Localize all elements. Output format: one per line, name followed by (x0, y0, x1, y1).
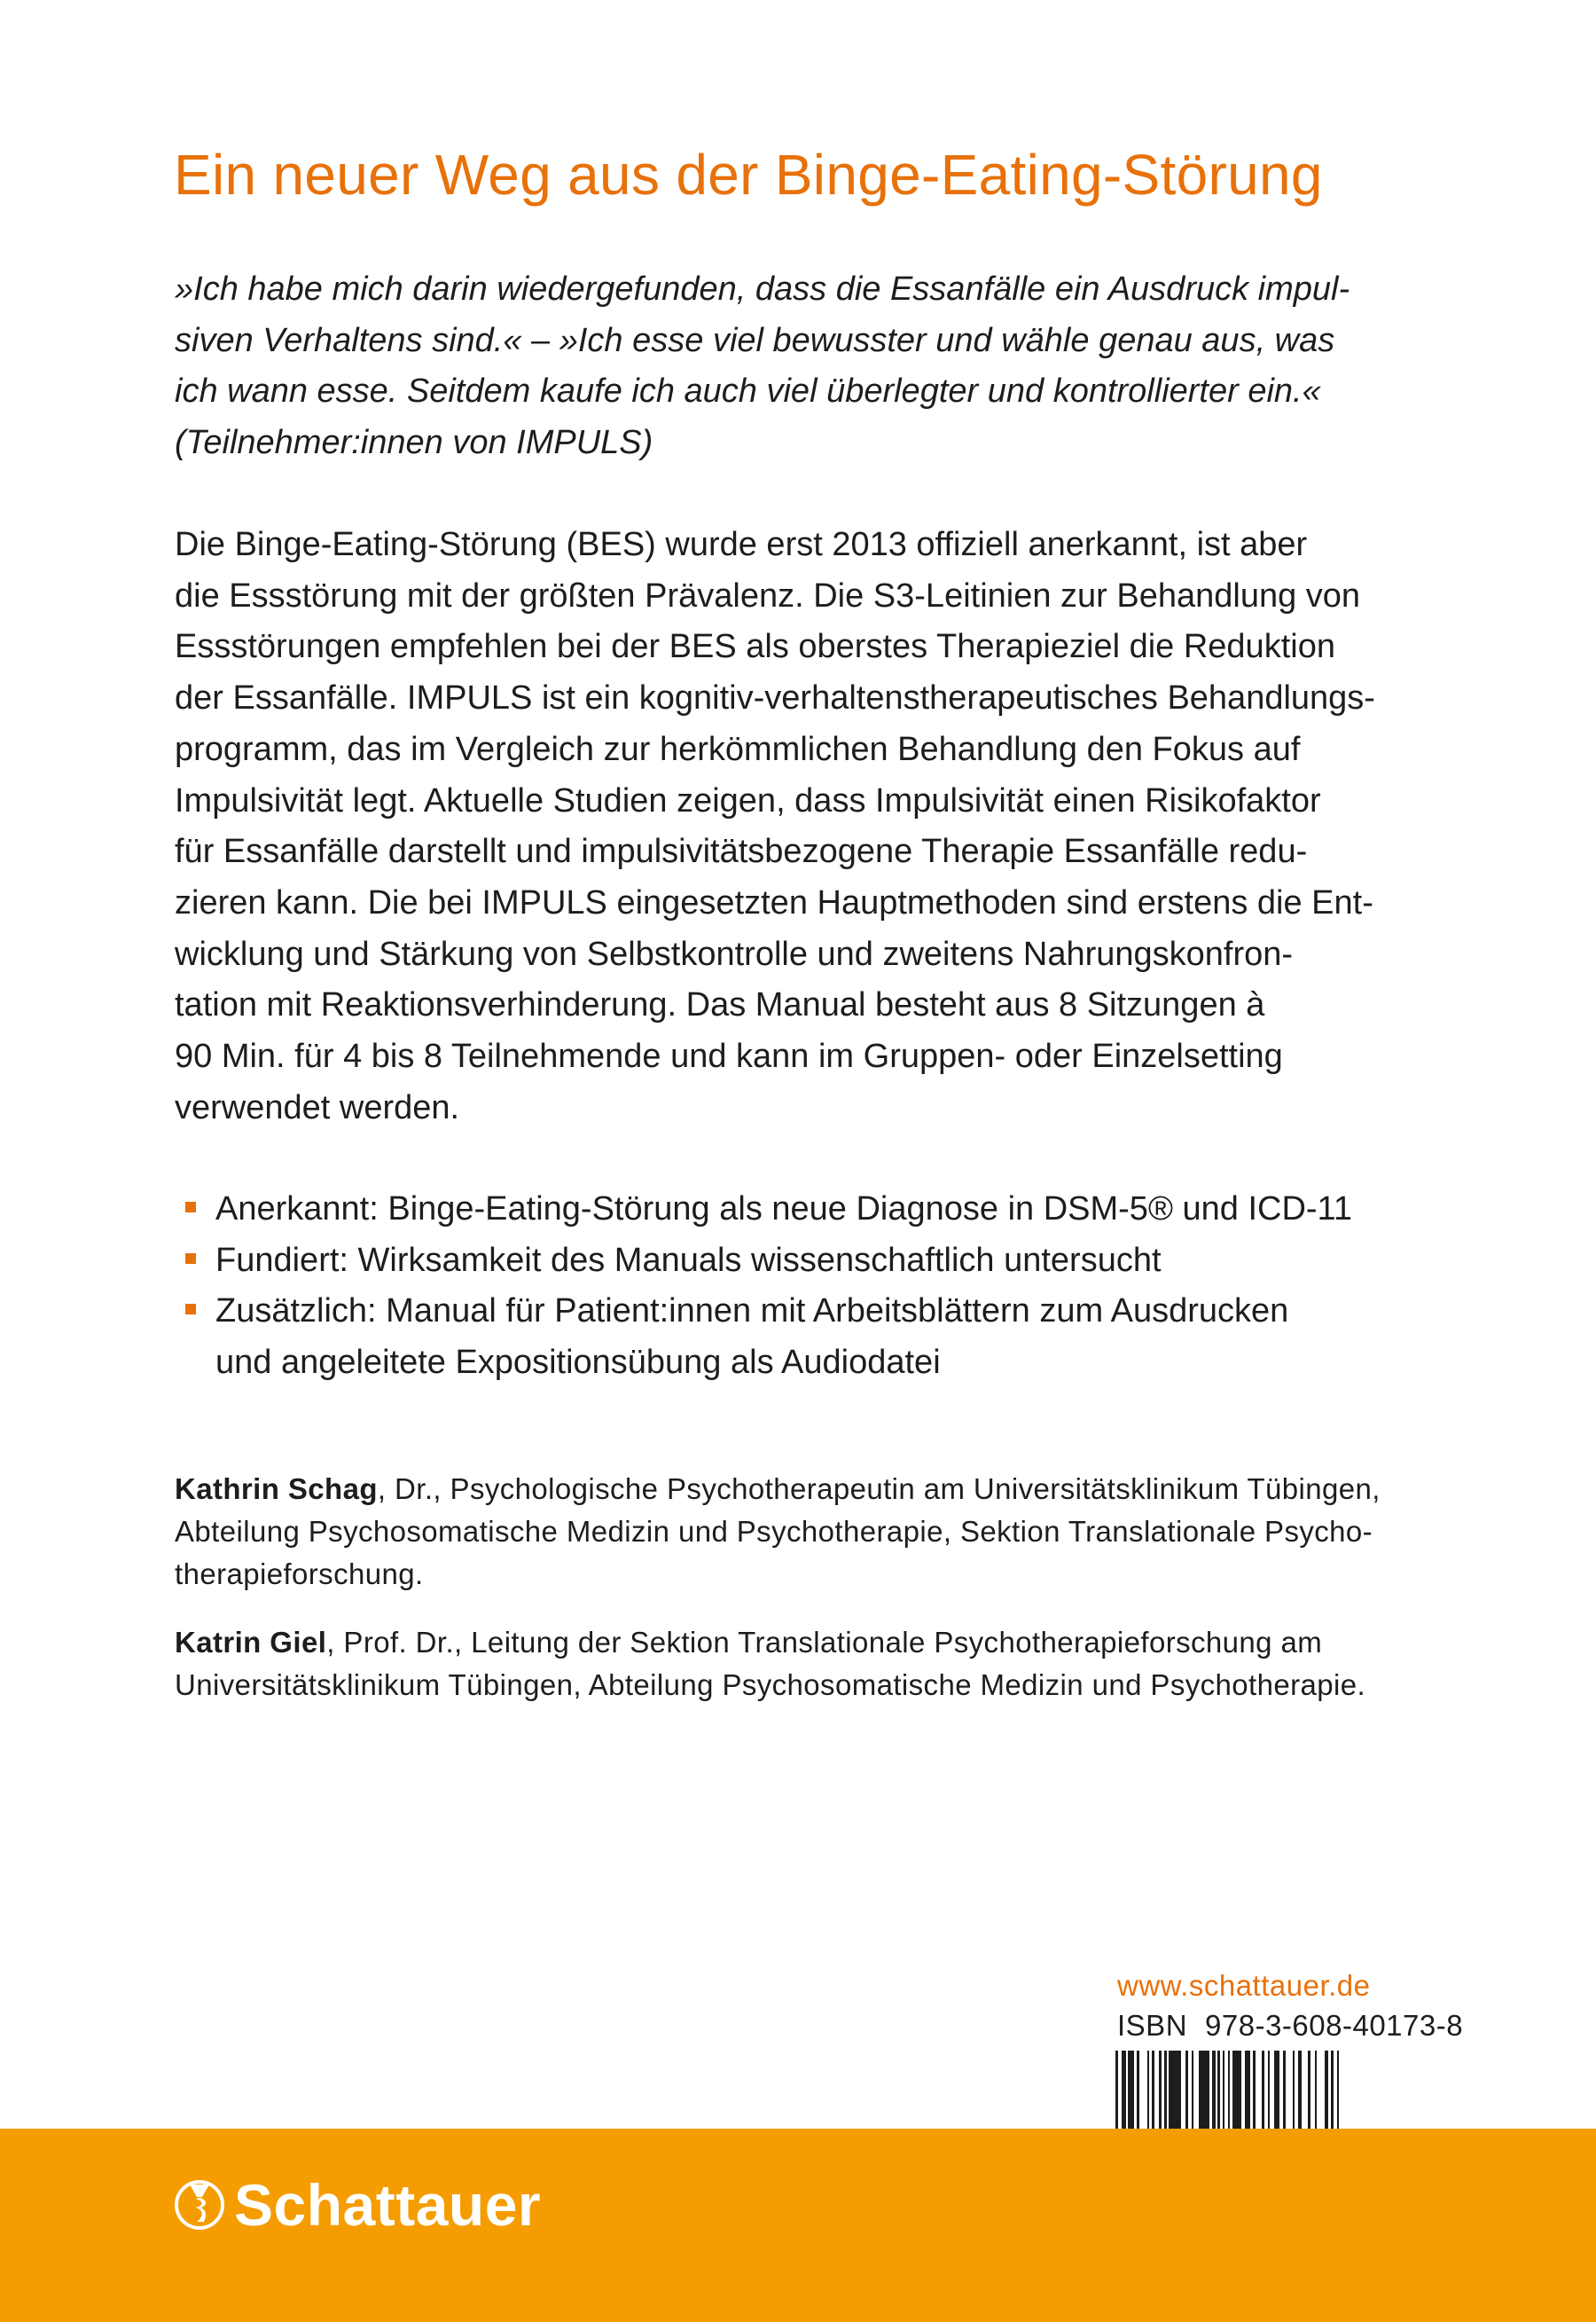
barcode-bar (1137, 2051, 1139, 2129)
barcode-bar (1315, 2051, 1317, 2129)
body-line: die Essstörung mit der größten Prävalenz. Die S3-Leitinien zur Behandlung von (175, 577, 1361, 615)
body-line: tation mit Reaktionsverhinderung. Das Manual besteht aus 8 Sitzungen à (175, 986, 1265, 1024)
barcode-bar (1232, 2051, 1241, 2129)
body-line: verwendet werden. (175, 1088, 460, 1126)
barcode-bar (1325, 2051, 1328, 2129)
quote-line: ich wann esse. Seitdem kaufe ich auch viel überlegter und kontrollierter ein.« (175, 373, 1321, 411)
barcode-bar (1212, 2051, 1216, 2129)
barcode-bar (1308, 2051, 1310, 2129)
author-name: Kathrin Schag (175, 1472, 378, 1505)
barcode-bar (1192, 2051, 1193, 2129)
quote-line: (Teilnehmer:innen von IMPULS) (175, 424, 653, 462)
barcode-bar (1169, 2051, 1181, 2129)
body-line: für Essanfälle darstellt und impulsivitätsbezogene Therapie Essanfälle redu- (175, 833, 1308, 871)
author-bio (175, 1468, 1434, 1596)
body-line: Die Binge-Eating-Störung (BES) wurde erst 2013 offiziell anerkannt, ist aber (175, 526, 1308, 563)
barcode-bar (1185, 2051, 1188, 2129)
author-bio-text: therapieforschung. (175, 1557, 424, 1590)
barcode-bar (1122, 2051, 1126, 2129)
feature-list (175, 1184, 1434, 1389)
testimonial-quote (175, 264, 1434, 469)
body-line: Essstörungen empfehlen bei der BES als oberstes Therapieziel die Reduktion (175, 628, 1335, 666)
barcode-bar (1217, 2051, 1220, 2129)
book-title: Ein neuer Weg aus der Binge-Eating-Störung (174, 143, 1323, 207)
isbn-number: 978-3-608-40173-8 (1205, 2009, 1464, 2042)
feature-text: Fundiert: Wirksamkeit des Manuals wissenschaftlich untersucht (215, 1241, 1162, 1279)
publisher-logo (174, 2171, 541, 2239)
barcode-bar (1164, 2051, 1167, 2129)
barcode (1115, 2051, 1421, 2129)
barcode-bar (1152, 2051, 1154, 2129)
body-line: 90 Min. für 4 bis 8 Teilnehmende und kann im Gruppen- oder Einzelsetting (175, 1038, 1283, 1076)
author-bio-text: , Prof. Dr., Leitung der Sektion Translationale Psychotherapieforschung am (326, 1626, 1323, 1659)
body-line: der Essanfälle. IMPULS ist ein kognitiv-verhaltenstherapeutisches Behandlungs- (175, 679, 1375, 718)
barcode-bar (1253, 2051, 1256, 2129)
barcode-bar (1331, 2051, 1334, 2129)
publisher-url[interactable]: www.schattauer.de (1117, 1969, 1371, 2002)
quote-line: »Ich habe mich darin wiedergefunden, dass die Essanfälle ein Ausdruck impul- (175, 271, 1350, 308)
feature-item (175, 1184, 1434, 1236)
author-bio-text: Abteilung Psychosomatische Medizin und Psychotherapie, Sektion Translationale Psycho- (175, 1515, 1373, 1548)
barcode-bar (1223, 2051, 1224, 2129)
barcode-bar (1283, 2051, 1286, 2129)
author-bio-text: , Dr., Psychologische Psychotherapeutin am Universitätsklinikum Tübingen, (377, 1472, 1381, 1505)
barcode-bar (1159, 2051, 1162, 2129)
barcode-bar (1245, 2051, 1250, 2129)
barcode-bar (1115, 2051, 1118, 2129)
barcode-bar (1262, 2051, 1264, 2129)
publisher-name: Schattauer (234, 2172, 542, 2238)
description-paragraph (175, 520, 1434, 1134)
body-line: zieren kann. Die bei IMPULS eingesetzten Hauptmethoden sind erstens die Ent- (175, 883, 1373, 922)
barcode-bar (1147, 2051, 1149, 2129)
barcode-bar (1228, 2051, 1230, 2129)
feature-item (175, 1286, 1434, 1388)
quote-line: siven Verhaltens sind.« – »Ich esse viel bewusster und wähle genau aus, was (175, 321, 1335, 359)
body-line: wicklung und Stärkung von Selbstkontrolle und zweitens Nahrungskonfron- (175, 935, 1294, 973)
barcode-bar (1268, 2051, 1270, 2129)
body-line: Impulsivität legt. Aktuelle Studien zeigen, dass Impulsivität einen Risikofaktor (175, 781, 1321, 820)
barcode-bar (1128, 2051, 1134, 2129)
author-bio (175, 1621, 1434, 1706)
feature-text: Anerkannt: Binge-Eating-Störung als neue Diagnose in DSM-5® und ICD-11 (215, 1190, 1352, 1228)
barcode-bar (1199, 2051, 1209, 2129)
barcode-bar (1293, 2051, 1295, 2129)
author-bio-text: Universitätsklinikum Tübingen, Abteilung Psychosomatische Medizin und Psychotherapie. (175, 1668, 1366, 1701)
body-line: programm, das im Vergleich zur herkömmlichen Behandlung den Fokus auf (175, 730, 1301, 768)
isbn (1117, 2009, 1463, 2043)
author-name: Katrin Giel (175, 1626, 327, 1659)
publisher-band (0, 2129, 1596, 2322)
schattauer-emblem-icon (174, 2179, 225, 2231)
isbn-label: ISBN (1117, 2009, 1188, 2042)
barcode-bar (1337, 2051, 1339, 2129)
feature-text: und angeleitete Expositionsübung als Audiodatei (215, 1344, 941, 1382)
barcode-bar (1274, 2051, 1279, 2129)
feature-item (175, 1236, 1434, 1287)
feature-text: Zusätzlich: Manual für Patient:innen mit Arbeitsblättern zum Ausdrucken (215, 1292, 1289, 1330)
barcode-bar (1298, 2051, 1302, 2129)
